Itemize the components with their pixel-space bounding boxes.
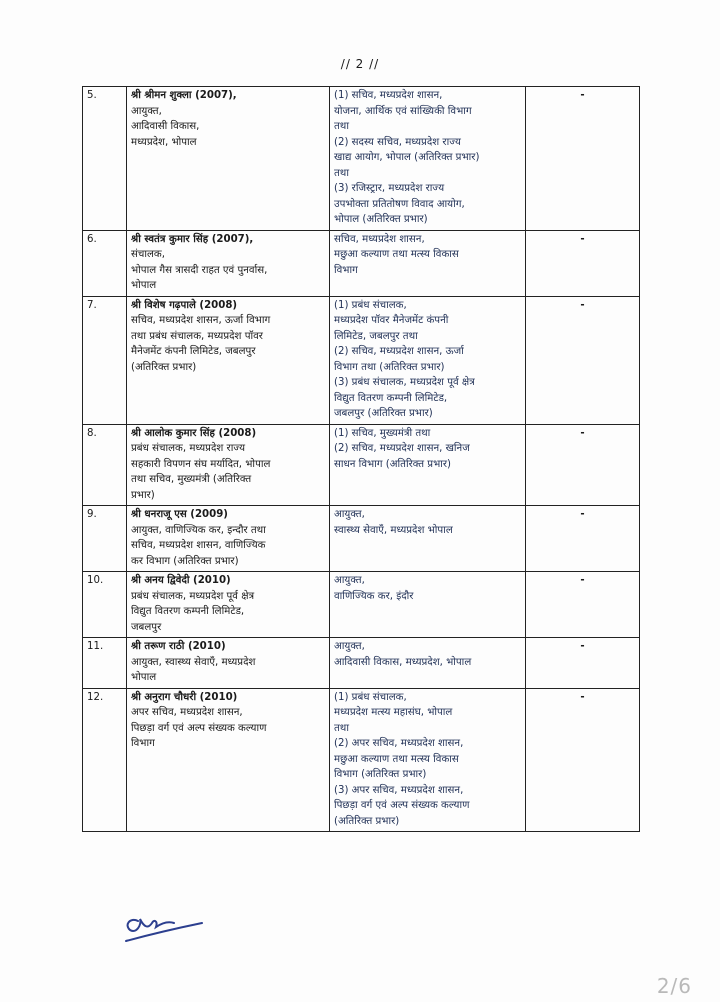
current-post-line: भोपाल गैस त्रासदी राहत एवं पुनर्वास, — [131, 264, 268, 276]
new-post-line: विभाग तथा (अतिरिक्त प्रभार) — [334, 361, 445, 373]
new-post-line: (3) प्रबंध संचालक, मध्यप्रदेश पूर्व क्षेत्र — [334, 377, 475, 388]
current-post-line: तथा सचिव, मुख्यमंत्री (अतिरिक्त — [131, 474, 252, 485]
serial-number: 8. — [83, 424, 127, 506]
page-number: // 2 // — [340, 57, 380, 71]
new-post-line: मध्यप्रदेश मत्स्य महासंघ, भोपाल — [334, 707, 453, 718]
new-post-line: (1) प्रबंध संचालक, — [334, 299, 407, 311]
current-post-line: प्रभार) — [131, 489, 155, 501]
remark-cell: - — [526, 296, 640, 424]
new-post-line: मछुआ कल्याण तथा मत्स्य विकास — [334, 753, 459, 765]
table-row — [83, 688, 640, 832]
new-post-line: मछुआ कल्याण तथा मत्स्य विकास — [334, 249, 459, 260]
new-post-line: लिमिटेड, जबलपुर तथा — [334, 330, 418, 342]
current-post-line: आयुक्त, वाणिज्यिक कर, इन्दौर तथा — [131, 524, 266, 536]
new-post-line: तथा — [334, 121, 349, 132]
current-post-line: भोपाल — [131, 280, 157, 291]
new-post-line: खाद्य आयोग, भोपाल (अतिरिक्त प्रभार) — [334, 152, 480, 163]
table-row — [83, 572, 640, 638]
officer-cell — [127, 424, 330, 506]
current-post-line: आयुक्त, स्वास्थ्य सेवाएँ, मध्यप्रदेश — [131, 656, 256, 668]
posting-table — [82, 86, 640, 832]
serial-number: 5. — [83, 87, 127, 231]
remark-cell: - — [526, 506, 640, 572]
current-post-line: (अतिरिक्त प्रभार) — [131, 361, 197, 373]
new-post-line: (1) सचिव, मुख्यमंत्री तथा — [334, 427, 431, 439]
officer-name: श्री धनराजू एस (2009) — [131, 509, 228, 520]
new-post-line: जबलपुर (अतिरिक्त प्रभार) — [334, 408, 433, 419]
new-posting-cell — [330, 424, 526, 506]
serial-number: 7. — [83, 296, 127, 424]
officer-cell — [127, 87, 330, 231]
new-posting-cell — [330, 638, 526, 689]
remark-cell: - — [526, 230, 640, 296]
officer-cell — [127, 296, 330, 424]
current-post-line: भोपाल — [131, 672, 157, 683]
current-post-line: प्रबंध संचालक, मध्यप्रदेश राज्य — [131, 443, 246, 454]
new-post-line: साधन विभाग (अतिरिक्त प्रभार) — [334, 458, 452, 470]
new-post-line: उपभोक्ता प्रतितोषण विवाद आयोग, — [334, 198, 465, 210]
remark-cell: - — [526, 424, 640, 506]
current-post-line: प्रबंध संचालक, मध्यप्रदेश पूर्व क्षेत्र — [131, 590, 255, 602]
officer-cell — [127, 688, 330, 832]
current-post-line: कर विभाग (अतिरिक्त प्रभार) — [131, 555, 239, 567]
new-post-line: (2) अपर सचिव, मध्यप्रदेश शासन, — [334, 738, 464, 749]
new-post-line: विद्युत वितरण कम्पनी लिमिटेड, — [334, 392, 448, 404]
current-post-line: संचालक, — [131, 249, 165, 260]
current-post-line: तथा प्रबंध संचालक, मध्यप्रदेश पॉवर — [131, 330, 263, 342]
new-post-line: स्वास्थ्य सेवाएँ, मध्यप्रदेश भोपाल — [334, 524, 453, 536]
new-post-line: (1) प्रबंध संचालक, — [334, 691, 407, 703]
current-post-line: सहकारी विपणन संघ मर्यादित, भोपाल — [131, 458, 271, 470]
new-post-line: (अतिरिक्त प्रभार) — [334, 815, 400, 827]
new-post-line: विभाग (अतिरिक्त प्रभार) — [334, 769, 427, 780]
current-post-line: मध्यप्रदेश, भोपाल — [131, 136, 197, 148]
officer-name: श्री अनय द्विवेदी (2010) — [131, 575, 231, 586]
remark-cell: - — [526, 572, 640, 638]
current-post-line: आदिवासी विकास, — [131, 121, 200, 132]
serial-number: 10. — [83, 572, 127, 638]
serial-number: 6. — [83, 230, 127, 296]
current-post-line: सचिव, मध्यप्रदेश शासन, वाणिज्यिक — [131, 540, 266, 551]
new-post-line: आयुक्त, — [334, 575, 365, 586]
new-post-line: पिछड़ा वर्ग एवं अल्प संख्यक कल्याण — [334, 800, 470, 811]
current-post-line: जबलपुर — [131, 621, 162, 633]
new-posting-cell — [330, 230, 526, 296]
officer-name: श्री स्वतंत्र कुमार सिंह (2007), — [131, 233, 254, 245]
officer-name: श्री तरूण राठी (2010) — [131, 641, 226, 652]
handwritten-signature — [118, 903, 208, 953]
new-post-line: वाणिज्यिक कर, इंदौर — [334, 590, 414, 602]
officer-cell — [127, 506, 330, 572]
new-posting-cell — [330, 688, 526, 832]
officer-name: श्री अनुराग चौधरी (2010) — [131, 691, 238, 703]
new-posting-cell — [330, 296, 526, 424]
posting-table-body — [83, 87, 640, 832]
table-row — [83, 638, 640, 689]
new-posting-cell — [330, 572, 526, 638]
table-row — [83, 230, 640, 296]
new-post-line: तथा — [334, 722, 349, 734]
current-post-line: आयुक्त, — [131, 105, 162, 117]
current-post-line: विद्युत वितरण कम्पनी लिमिटेड, — [131, 606, 245, 617]
officer-cell — [127, 638, 330, 689]
new-post-line: सचिव, मध्यप्रदेश शासन, — [334, 233, 425, 245]
remark-cell: - — [526, 87, 640, 231]
new-post-line: (2) सदस्य सचिव, मध्यप्रदेश राज्य — [334, 136, 461, 148]
current-post-line: अपर सचिव, मध्यप्रदेश शासन, — [131, 707, 243, 718]
serial-number: 12. — [83, 688, 127, 832]
remark-cell: - — [526, 688, 640, 832]
new-post-line: आयुक्त, — [334, 641, 365, 652]
table-row — [83, 506, 640, 572]
new-post-line: विभाग — [334, 264, 358, 276]
current-post-line: सचिव, मध्यप्रदेश शासन, ऊर्जा विभाग — [131, 315, 271, 326]
new-post-line: (2) सचिव, मध्यप्रदेश शासन, खनिज — [334, 443, 470, 454]
new-post-line: (1) सचिव, मध्यप्रदेश शासन, — [334, 90, 443, 101]
new-post-line: आयुक्त, — [334, 509, 365, 520]
new-post-line: (2) सचिव, मध्यप्रदेश शासन, ऊर्जा — [334, 346, 464, 357]
new-post-line: मध्यप्रदेश पॉवर मैनेजमेंट कंपनी — [334, 315, 449, 326]
new-posting-cell — [330, 87, 526, 231]
officer-name: श्री विशेष गढ़पाले (2008) — [131, 299, 238, 311]
current-post-line: मैनेजमेंट कंपनी लिमिटेड, जबलपुर — [131, 346, 256, 357]
new-post-line: योजना, आर्थिक एवं सांख्यिकी विभाग — [334, 105, 472, 117]
remark-cell: - — [526, 638, 640, 689]
table-row — [83, 296, 640, 424]
serial-number: 9. — [83, 506, 127, 572]
new-post-line: भोपाल (अतिरिक्त प्रभार) — [334, 214, 428, 225]
new-post-line: आदिवासी विकास, मध्यप्रदेश, भोपाल — [334, 656, 472, 668]
current-post-line: पिछड़ा वर्ग एवं अल्प संख्यक कल्याण — [131, 722, 267, 734]
sheet-counter: 2/6 — [656, 974, 692, 998]
officer-cell — [127, 572, 330, 638]
officer-cell — [127, 230, 330, 296]
new-post-line: (3) अपर सचिव, मध्यप्रदेश शासन, — [334, 784, 464, 796]
new-post-line: तथा — [334, 167, 349, 179]
current-post-line: विभाग — [131, 738, 155, 749]
new-post-line: (3) रजिस्ट्रार, मध्यप्रदेश राज्य — [334, 183, 445, 194]
table-row — [83, 424, 640, 506]
serial-number: 11. — [83, 638, 127, 689]
officer-name: श्री श्रीमन शुक्ला (2007), — [131, 90, 237, 101]
table-row — [83, 87, 640, 231]
officer-name: श्री आलोक कुमार सिंह (2008) — [131, 427, 257, 439]
new-posting-cell — [330, 506, 526, 572]
